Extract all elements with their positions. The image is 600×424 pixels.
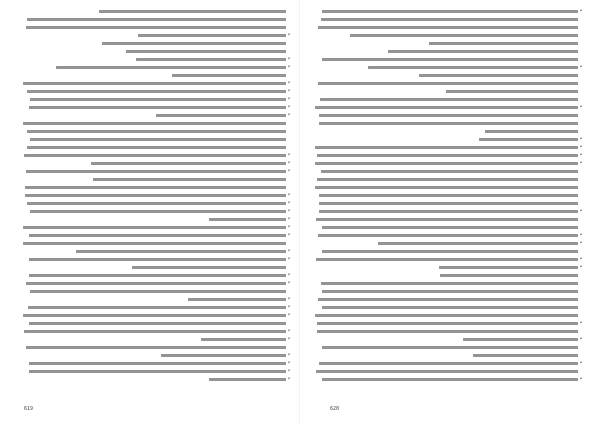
bullet-marker: • [579,320,583,326]
page-gutter [299,0,300,424]
paragraph-line [20,208,292,215]
text-line [93,178,286,181]
paragraph-line [20,368,292,375]
text-line [27,18,286,21]
bullet-marker: • [287,208,291,214]
paragraph-line [312,104,584,111]
text-line [188,298,286,301]
paragraph-line [20,312,292,319]
paragraph-line [312,352,584,359]
text-line [318,26,578,29]
bullet-marker: • [287,192,291,198]
paragraph-line [20,96,292,103]
text-line [30,98,286,101]
text-line [23,226,286,229]
paragraph-line [20,352,292,359]
paragraph-line [312,344,584,351]
paragraph-line [312,296,584,303]
text-line [172,74,286,77]
text-line [23,242,286,245]
text-line [315,314,578,317]
paragraph-line [20,344,292,351]
text-line [27,202,286,205]
text-line [322,226,578,229]
text-line [322,290,578,293]
paragraph-line [20,56,292,63]
text-line [25,186,286,189]
text-line [317,322,578,325]
text-line [321,18,578,21]
paragraph-line [312,32,584,39]
bullet-marker: • [287,104,291,110]
text-line [26,282,286,285]
bullet-marker: • [579,136,583,142]
right-page-number: 620 [330,406,340,412]
paragraph-line [20,328,292,335]
bullet-marker: • [287,256,291,262]
bullet-marker: • [579,104,583,110]
paragraph-line [20,88,292,95]
text-line [440,274,578,277]
text-line [368,66,578,69]
bullet-marker: • [287,112,291,118]
paragraph-line [312,16,584,23]
paragraph-line [312,192,584,199]
bullet-marker: • [287,272,291,278]
bullet-marker: • [579,64,583,70]
paragraph-line [20,160,292,167]
text-line [76,250,286,253]
text-line [388,50,578,53]
text-line [463,338,578,341]
text-line [28,306,286,309]
paragraph-line [312,312,584,319]
text-line [429,42,578,45]
bullet-marker: • [579,208,583,214]
paragraph-line [20,232,292,239]
paragraph-line [312,216,584,223]
paragraph-line [312,368,584,375]
paragraph-line [312,328,584,335]
paragraph-line [312,88,584,95]
bullet-marker: • [287,376,291,382]
text-line [319,202,578,205]
text-line [138,34,286,37]
text-line [322,378,578,381]
bullet-marker: • [579,160,583,166]
paragraph-line [20,376,292,383]
bullet-marker: • [287,336,291,342]
bullet-marker: • [287,352,291,358]
bullet-marker: • [287,368,291,374]
text-line [317,154,578,157]
text-line [473,354,578,357]
text-line [29,258,286,261]
text-line [321,282,578,285]
paragraph-line [20,152,292,159]
text-line [209,378,286,381]
bullet-marker: • [287,200,291,206]
paragraph-line [20,72,292,79]
paragraph-line [312,152,584,159]
text-line [102,42,286,45]
text-line [23,82,286,85]
bullet-marker: • [287,360,291,366]
paragraph-line [20,176,292,183]
text-line [316,370,578,373]
paragraph-line [20,80,292,87]
paragraph-line [20,168,292,175]
paragraph-line [20,8,292,15]
bullet-marker: • [579,8,583,14]
text-line [322,346,578,349]
text-line [350,34,578,37]
bullet-marker: • [287,232,291,238]
paragraph-line [312,264,584,271]
bullet-marker: • [287,248,291,254]
paragraph-line [312,288,584,295]
bullet-marker: • [579,376,583,382]
bullet-marker: • [287,296,291,302]
paragraph-line [312,232,584,239]
paragraph-line [312,304,584,311]
bullet-marker: • [287,152,291,158]
bullet-marker: • [287,80,291,86]
text-line [322,250,578,253]
bullet-marker: • [287,280,291,286]
bullet-marker: • [579,264,583,270]
text-line [27,130,286,133]
paragraph-line [312,40,584,47]
paragraph-line [20,264,292,271]
paragraph-line [312,320,584,327]
paragraph-line [20,144,292,151]
left-page-number: 619 [24,406,34,412]
text-line [201,338,286,341]
paragraph-line [20,104,292,111]
text-line [318,298,578,301]
bullet-marker: • [287,216,291,222]
paragraph-line [20,336,292,343]
paragraph-line [312,208,584,215]
bullet-marker: • [287,224,291,230]
text-line [446,90,578,93]
paragraph-line [312,112,584,119]
text-line [315,146,578,149]
text-line [29,106,286,109]
paragraph-line [312,200,584,207]
text-line [319,122,578,125]
text-line [27,90,286,93]
bullet-marker: • [287,168,291,174]
paragraph-line [312,184,584,191]
paragraph-line [312,160,584,167]
text-line [318,234,578,237]
text-line [315,106,578,109]
text-line [27,146,286,149]
text-line [315,162,578,165]
paragraph-line [312,144,584,151]
bullet-marker: • [287,64,291,70]
text-line [439,266,578,269]
paragraph-line [312,240,584,247]
paragraph-line [312,248,584,255]
text-line [319,194,578,197]
paragraph-line [312,48,584,55]
text-line [316,218,578,221]
paragraph-line [20,24,292,31]
text-line [209,218,286,221]
text-line [378,242,578,245]
paragraph-line [312,272,584,279]
paragraph-line [20,320,292,327]
text-line [322,58,578,61]
text-line [136,58,286,61]
paragraph-line [20,48,292,55]
text-line [29,362,286,365]
bullet-marker: • [287,32,291,38]
bullet-marker: • [579,232,583,238]
paragraph-line [20,64,292,71]
text-line [322,306,578,309]
bullet-marker: • [579,360,583,366]
text-line [25,194,286,197]
text-line [99,10,286,13]
bullet-marker: • [579,240,583,246]
text-line [29,274,286,277]
paragraph-line [20,272,292,279]
paragraph-line [20,112,292,119]
paragraph-line [20,296,292,303]
paragraph-line [312,128,584,135]
text-line [317,178,578,181]
text-line [23,314,286,317]
text-line [132,266,286,269]
bullet-marker: • [287,304,291,310]
paragraph-line [312,8,584,15]
text-line [29,370,286,373]
paragraph-line [20,304,292,311]
bullet-marker: • [287,312,291,318]
paragraph-line [312,176,584,183]
text-line [29,234,286,237]
text-line [161,354,286,357]
paragraph-line [312,256,584,263]
text-line [24,154,286,157]
text-line [318,82,578,85]
paragraph-line [20,360,292,367]
paragraph-line [20,280,292,287]
text-line [156,114,286,117]
paragraph-line [20,216,292,223]
paragraph-line [20,200,292,207]
text-line [30,290,286,293]
bullet-marker: • [287,160,291,166]
bullet-marker: • [579,256,583,262]
paragraph-line [20,192,292,199]
paragraph-line [312,336,584,343]
right-page-text [312,8,584,400]
paragraph-line [312,376,584,383]
text-line [322,10,578,13]
bullet-marker: • [287,88,291,94]
paragraph-line [20,248,292,255]
text-line [91,162,286,165]
paragraph-line [312,120,584,127]
text-line [320,98,578,101]
bullet-marker: • [287,56,291,62]
text-line [321,170,578,173]
bullet-marker: • [287,328,291,334]
text-line [319,114,578,117]
paragraph-line [312,64,584,71]
text-line [26,26,286,29]
text-line [126,50,286,53]
text-line [316,258,578,261]
text-line [319,210,578,213]
text-line [317,330,578,333]
paragraph-line [312,168,584,175]
paragraph-line [20,120,292,127]
text-line [26,170,286,173]
paragraph-line [20,256,292,263]
bullet-marker: • [579,152,583,158]
paragraph-line [312,136,584,143]
text-line [23,122,286,125]
text-line [26,346,286,349]
paragraph-line [20,40,292,47]
bullet-marker: • [287,96,291,102]
paragraph-line [312,280,584,287]
bullet-marker: • [579,144,583,150]
paragraph-line [20,184,292,191]
paragraph-line [312,360,584,367]
paragraph-line [312,24,584,31]
paragraph-line [20,224,292,231]
paragraph-line [20,288,292,295]
paragraph-line [312,80,584,87]
paragraph-line [312,224,584,231]
paragraph-line [20,240,292,247]
text-line [419,74,578,77]
paragraph-line [20,16,292,23]
paragraph-line [20,128,292,135]
text-line [24,330,286,333]
text-line [30,210,286,213]
bullet-marker: • [579,336,583,342]
text-line [319,362,578,365]
paragraph-line [312,56,584,63]
left-page-text [20,8,292,400]
text-line [29,322,286,325]
text-line [30,138,286,141]
text-line [479,138,578,141]
paragraph-line [312,72,584,79]
paragraph-line [20,32,292,39]
text-line [56,66,286,69]
paragraph-line [312,96,584,103]
text-line [315,186,578,189]
paragraph-line [20,136,292,143]
text-line [485,130,578,133]
